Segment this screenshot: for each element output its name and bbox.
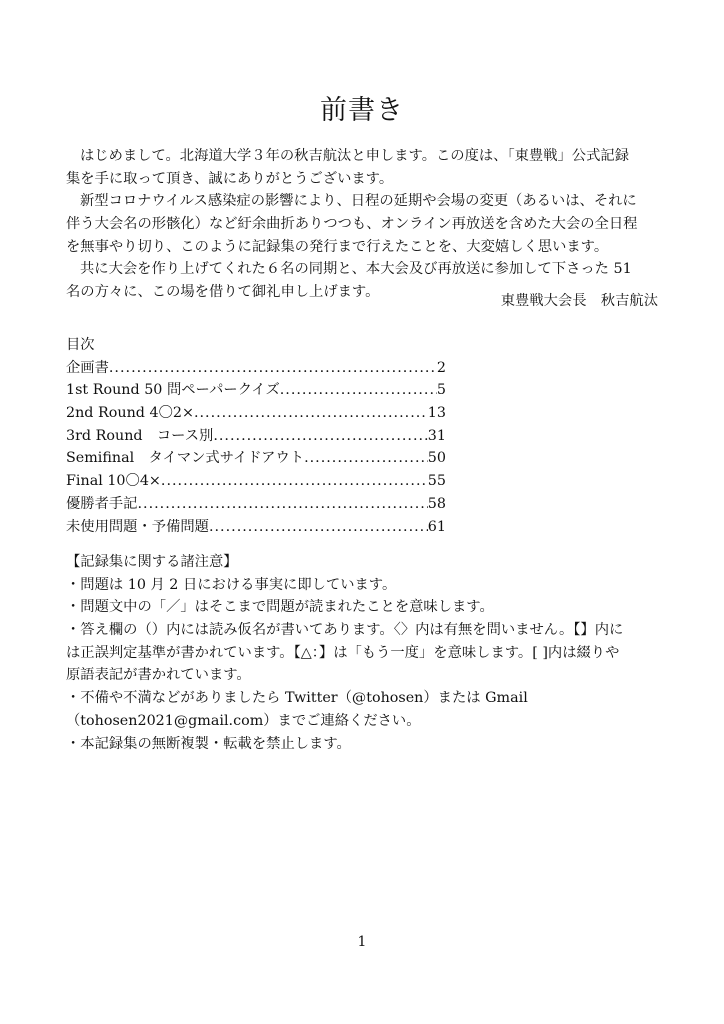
toc-item-page: 61 <box>427 518 446 535</box>
toc-item[interactable] <box>66 402 446 425</box>
toc-item-page: 31 <box>427 427 446 444</box>
toc-item-label: 未使用問題・予備問題 <box>66 518 209 535</box>
toc-item[interactable] <box>66 493 446 516</box>
signature: 東豊戦大会長 秋吉航汰 <box>500 293 658 309</box>
toc-heading-text: 目次 <box>66 337 95 353</box>
notes-line: 【記録集に関する諸注意】 <box>66 554 238 570</box>
preface <box>66 145 658 304</box>
toc-leader-dots <box>109 357 437 380</box>
toc-item-label: 3rd Round コース別 <box>66 427 214 444</box>
toc-item-page: 2 <box>436 359 446 376</box>
toc-item-label: Semifinal タイマン式サイドアウト <box>66 450 305 467</box>
toc-item[interactable] <box>66 379 446 402</box>
toc-leader-dots <box>161 470 428 493</box>
toc-item[interactable] <box>66 516 446 539</box>
notes-line: （tohosen2021@gmail.com）までご連絡ください。 <box>66 712 421 729</box>
toc-item[interactable] <box>66 470 446 493</box>
toc-item-label: Final 10〇4× <box>66 473 161 490</box>
preface-line: 集を手に取って頂き、誠にありがとうございます。 <box>66 170 394 187</box>
page-title: 前書き <box>320 95 404 126</box>
table-of-contents <box>66 334 446 538</box>
notes-line: ・不備や不満などがありましたら Twitter（@tohosen）または Gmail <box>66 690 528 707</box>
preface-line: 共に大会を作り上げてくれた６名の同期と、本大会及び再放送に参加して下さった 51 <box>80 261 632 278</box>
toc-item[interactable] <box>66 425 446 448</box>
preface-line: 新型コロナウイルス感染症の影響により、日程の延期や会場の変更（あるいは、それに <box>80 193 637 210</box>
preface-line: 伴う大会名の形骸化）など紆余曲折ありつつも、オンライン再放送を含めた大会の全日程 <box>66 216 638 233</box>
toc-item-label: 1st Round 50 問ペーパークイズ <box>66 382 280 399</box>
notes-line: ・本記録集の無断複製・転載を禁止します。 <box>66 735 351 752</box>
toc-leader-dots <box>304 447 428 470</box>
toc-item[interactable] <box>66 447 446 470</box>
preface-line: 名の方々に、この場を借りて御礼申し上げます。 <box>66 284 380 301</box>
notes <box>66 551 658 755</box>
toc-item-page: 5 <box>436 382 446 399</box>
preface-line: を無事やり切り、このように記録集の発行まで行えたことを、大変嬉しく思います。 <box>66 238 609 255</box>
toc-leader-dots <box>194 402 428 425</box>
toc-leader-dots <box>213 425 427 448</box>
notes-line: は正誤判定基準が書かれています。【△：】は「もう一度」を意味します。[ ]内は綴りや <box>66 644 620 661</box>
toc-item-page: 13 <box>427 405 446 422</box>
toc-item-page: 50 <box>427 450 446 467</box>
toc-item[interactable] <box>66 357 446 380</box>
toc-item-label: 2nd Round 4〇2× <box>66 405 194 422</box>
page-number: 1 <box>357 934 367 950</box>
preface-line: はじめまして。北海道大学３年の秋吉航汰と申します。この度は、「東豊戦」公式記録 <box>80 148 629 164</box>
toc-item-page: 55 <box>427 473 446 490</box>
toc-leader-dots <box>280 379 437 402</box>
toc-item-label: 優勝者手記 <box>66 495 138 512</box>
notes-line: 原語表記が書かれています。 <box>66 667 251 684</box>
toc-item-page: 58 <box>427 495 446 512</box>
toc-heading <box>66 334 446 357</box>
toc-item-label: 企画書 <box>66 359 109 376</box>
notes-line: ・問題文中の「／」はそこまで問題が読まれたことを意味します。 <box>66 599 494 616</box>
notes-line: ・問題は 10 月 2 日における事実に即しています。 <box>66 576 397 593</box>
notes-line: ・答え欄の（）内には読み仮名が書いてあります。〈〉内は有無を問いません。【】内に <box>66 622 624 639</box>
toc-leader-dots <box>209 516 428 539</box>
toc-leader-dots <box>137 493 427 516</box>
